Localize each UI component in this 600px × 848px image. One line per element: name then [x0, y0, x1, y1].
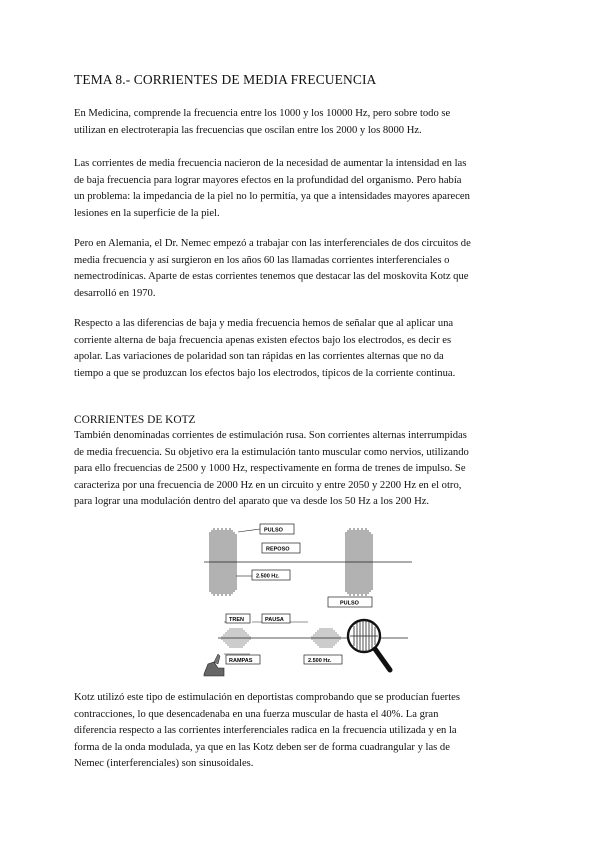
text-line: Kotz utilizó este tipo de estimulación en deportistas comprobando que se producían fuertes: [74, 692, 460, 703]
pulso-top-label: PULSO: [264, 527, 283, 534]
text-line: media frecuencia y así surgieron en los años 60 las llamadas corrientes interferenciales o: [74, 254, 450, 266]
text-line: utilizan en electroterapia las frecuencias que oscilan entre los 2000 y los 8000 Hz.: [74, 124, 422, 136]
paragraph-kotz-results: [74, 690, 530, 773]
pausa-label: PAUSA: [265, 617, 284, 623]
text-line: tiempo a que se produzcan los efectos bajo los electrodos, típicos de la corriente continua.: [74, 367, 456, 379]
paragraph-kotz: [74, 428, 530, 511]
hand-pointer-icon: [204, 654, 224, 676]
magnifying-glass-icon: [348, 620, 390, 670]
text-line: Las corrientes de media frecuencia nacieron de la necesidad de aumentar la intensidad en las: [74, 158, 467, 169]
text-line: de baja frecuencia para lograr mayores efectos en la profundidad del organismo. Pero había: [74, 174, 462, 186]
text-line: En Medicina, comprende la frecuencia entre los 1000 y los 10000 Hz, pero sobre todo se: [74, 108, 451, 119]
text-line: diferencia respecto a las corrientes interferenciales radica en la frecuencia utilizada y en la: [74, 725, 457, 737]
paragraph-differences: [74, 316, 530, 382]
section-title-kotz: CORRIENTES DE KOTZ: [74, 414, 196, 426]
text-line: forma de la onda modulada, ya que en las Kotz deben ser de forma cuadrangular y las de: [74, 741, 450, 753]
rampas-label: RAMPAS: [229, 658, 253, 664]
reposo-label: REPOSO: [266, 546, 290, 553]
text-line: corriente alterna de baja frecuencia apenas existen efectos bajo los electrodos, es decir es: [74, 334, 452, 346]
paragraph-frequency-range: [74, 106, 530, 139]
text-line: para ello frecuencias de 2500 y 1000 Hz, respectivamente en forma de trenes de impulso. Se: [74, 463, 466, 475]
text-line: lesiones en la superficie de la piel.: [74, 207, 220, 219]
kotz-waveform-figure: [200, 518, 420, 688]
freq-top-label: 2.500 Hz.: [256, 573, 280, 580]
freq-bottom-label: 2.500 Hz.: [308, 658, 332, 664]
lower-left-train: [222, 628, 250, 648]
text-line: Nemec (interferenciales) son sinusoidales.: [74, 758, 254, 770]
text-line: contracciones, lo que desencadenaba en una fuerza muscular de hasta el 40%. La gran: [74, 708, 439, 720]
text-line: nemectrodínicas. Aparte de estas corrientes tenemos que destacar las del moskovita Kotz que: [74, 271, 469, 283]
text-line: desarrolló en 1970.: [74, 287, 156, 299]
paragraph-origin: [74, 156, 530, 222]
text-line: Respecto a las diferencias de baja y media frecuencia hemos de señalar que al aplicar una: [74, 318, 454, 329]
pulso-top-pointer: [238, 529, 260, 532]
page-title: TEMA 8.- CORRIENTES DE MEDIA FRECUENCIA: [74, 72, 377, 87]
text-line: caracteriza por una frecuencia de 2000 Hz en un circuito y entre 2050 y 2200 Hz en el otro,: [74, 479, 462, 491]
text-line: para lograr una modulación dentro del aparato que va desde los 50 Hz a los 200 Hz.: [74, 496, 430, 508]
paragraph-nemec: [74, 236, 530, 302]
lower-right-train: [312, 628, 340, 648]
waveform-diagram: [200, 518, 420, 688]
text-line: de media frecuencia. Su objetivo era la estimulación tanto muscular como nervios, utilizando: [74, 446, 469, 458]
text-line: un problema: la impedancia de la piel no lo permitía, ya que a intensidades mayores aparecen: [74, 191, 470, 203]
pulso-bottom-label: PULSO: [340, 600, 359, 607]
tren-label: TREN: [229, 617, 244, 623]
text-line: También denominadas corrientes de estimulación rusa. Son corrientes alternas interrumpidas: [74, 430, 467, 441]
text-line: Pero en Alemania, el Dr. Nemec empezó a trabajar con las interferenciales de dos circuitos de: [74, 238, 471, 249]
text-line: apolar. Las variaciones de polaridad son tan rápidas en las corrientes alternas que no da: [74, 351, 444, 363]
